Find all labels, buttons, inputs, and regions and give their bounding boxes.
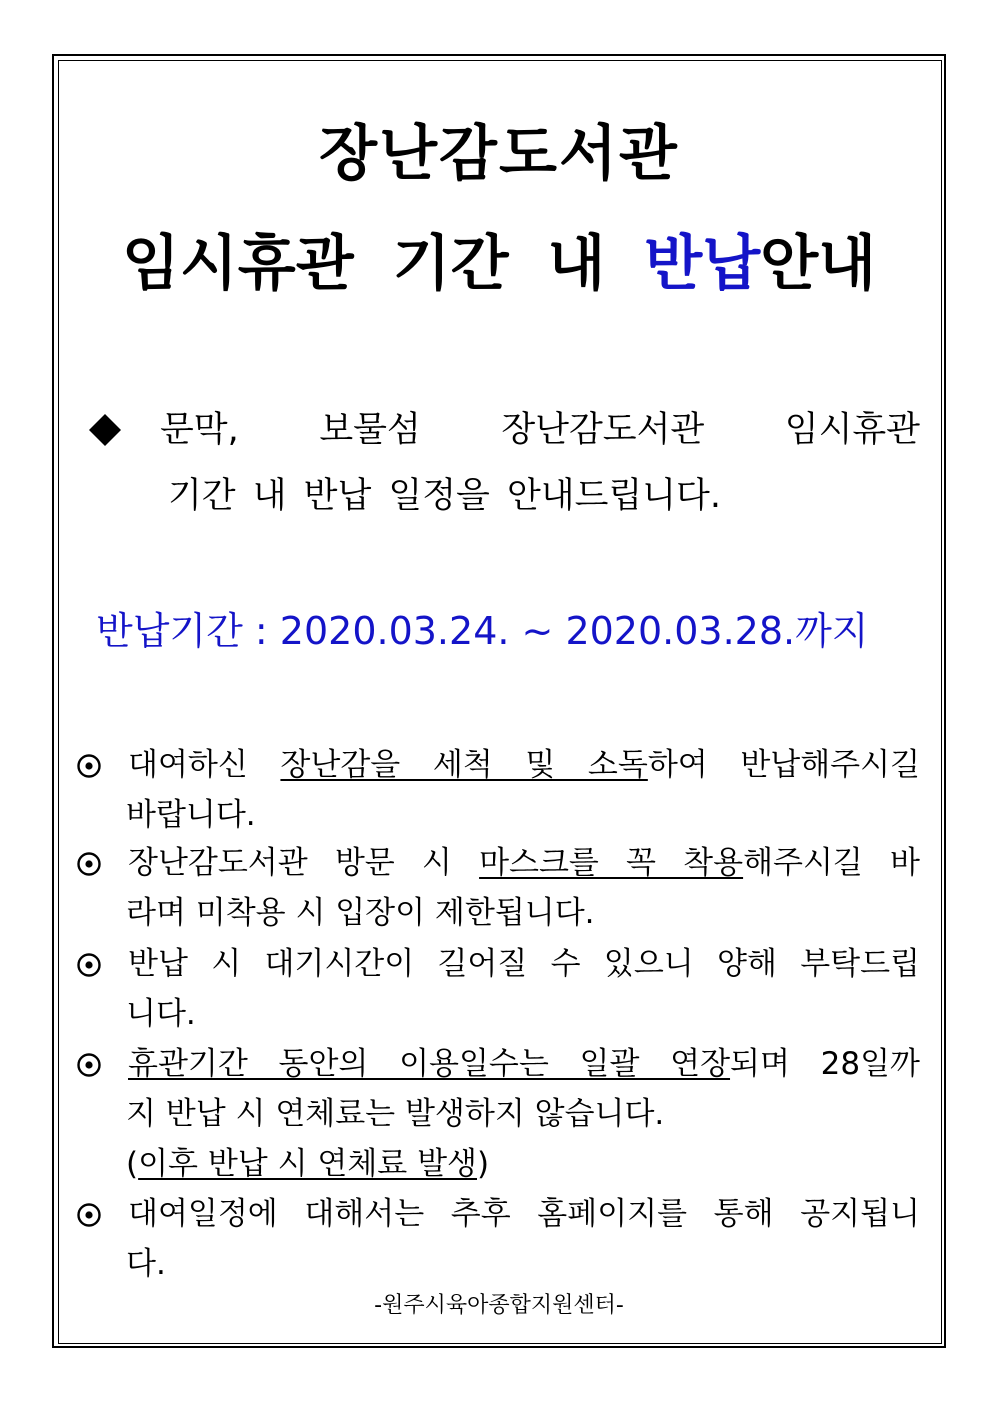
notice-4-line-3: [126, 1141, 489, 1187]
notice-4-underlined-2: 이후 반납 시 연체료 발생: [138, 1146, 477, 1182]
notice-1-line-2: 바랍니다.: [126, 797, 256, 833]
intro-line-2: 기간 내 반납 일정을 안내드립니다.: [168, 476, 721, 516]
footer-organization: -원주시육아종합지원센터-: [374, 1293, 624, 1318]
diamond-icon: [88, 413, 122, 447]
notice-5-line-2: 다.: [126, 1246, 166, 1282]
circle-dot-icon: [76, 952, 102, 978]
notice-4-line-1: [128, 1041, 920, 1087]
circle-dot-icon: [76, 1202, 102, 1228]
return-period: 반납기간 : 2020.03.24. ~ 2020.03.28.까지: [96, 609, 869, 653]
notice-1-underlined: 장난감을 세척 및 소독: [280, 747, 648, 783]
title-suffix: 안내: [760, 229, 877, 299]
notice-2-text-c: 해주시길 바: [743, 845, 920, 881]
notice-4-paren-close: ): [477, 1146, 490, 1182]
notice-1-line-1: [128, 742, 920, 788]
notice-5-line-1: 대여일정에 대해서는 추후 홈페이지를 통해 공지됩니: [128, 1196, 920, 1232]
notice-2-line-1: [128, 840, 920, 886]
notice-3-line-2: 니다.: [126, 996, 196, 1032]
circle-dot-icon: [76, 753, 102, 779]
circle-dot-icon: [76, 1052, 102, 1078]
title-line-2: [58, 222, 940, 306]
notice-3-line-1: 반납 시 대기시간이 길어질 수 있으니 양해 부탁드립: [128, 946, 920, 982]
notice-4-text-c: 되며 28일까: [730, 1046, 920, 1082]
circle-dot-icon: [76, 851, 102, 877]
intro-line-1: 문막, 보물섬 장난감도서관 임시휴관: [160, 410, 920, 450]
title-prefix: 임시휴관 기간 내: [121, 229, 645, 299]
notice-1-text-a: 대여하신: [128, 747, 281, 783]
notice-4-underlined: 휴관기간 동안의 이용일수는 일괄 연장: [128, 1046, 731, 1082]
notice-1-text-c: 하여 반납해주시길: [647, 747, 921, 783]
notice-4-line-2: 지 반납 시 연체료는 발생하지 않습니다.: [126, 1096, 665, 1132]
notice-4-paren-open: (: [126, 1146, 139, 1182]
title-main: 장난감도서관: [319, 119, 679, 189]
notice-2-line-2: 라며 미착용 시 입장이 제한됩니다.: [126, 895, 595, 931]
title-line-1: [58, 112, 940, 196]
title-highlight: 반납: [644, 229, 761, 299]
notice-2-text-a: 장난감도서관 방문 시: [128, 845, 480, 881]
notice-2-underlined: 마스크를 꼭 착용: [479, 845, 744, 881]
